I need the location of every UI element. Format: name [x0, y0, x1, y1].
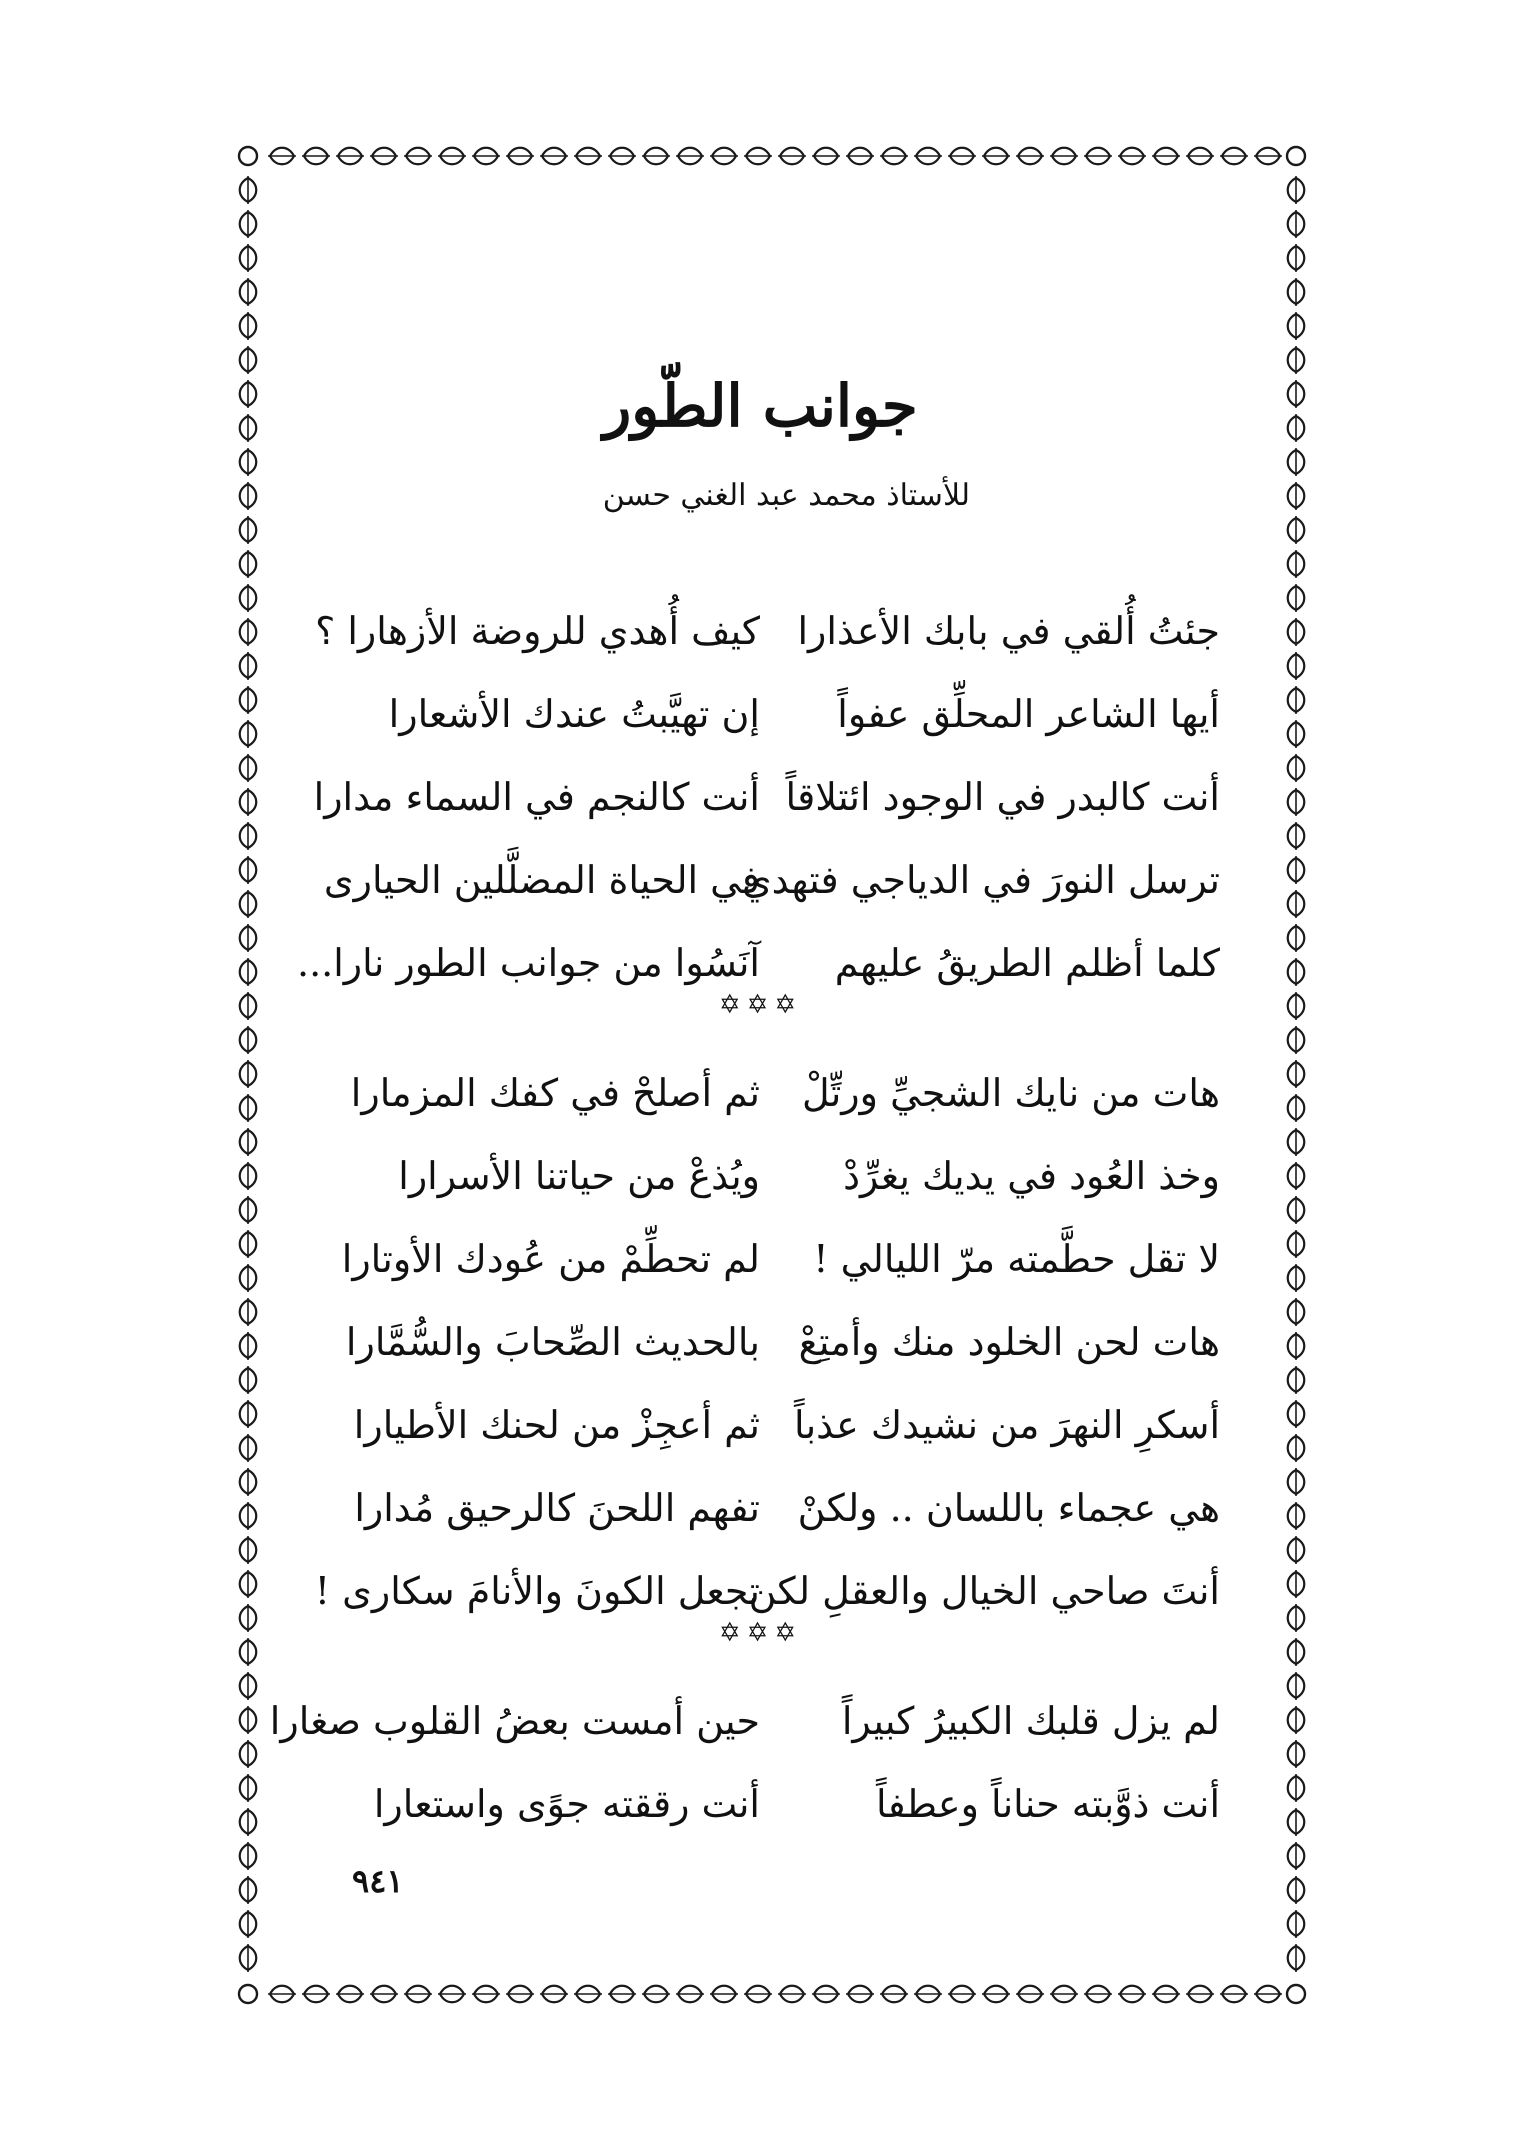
border-leaf-ornament — [268, 1986, 296, 2003]
verse-second-hemistich: بالحديث الصِّحابَ والسُّمَّارا — [345, 1320, 760, 1364]
border-leaf-ornament — [1288, 1332, 1305, 1360]
border-leaf-ornament — [1288, 1570, 1305, 1598]
verse-first-hemistich: هي عجماء باللسان .. ولكنْ — [797, 1486, 1220, 1530]
border-leaf-ornament — [240, 1332, 257, 1360]
border-leaf-ornament — [240, 1128, 257, 1156]
border-corner-ornament — [239, 1985, 257, 2003]
border-leaf-ornament — [1288, 584, 1305, 612]
page-number: ٩٤١ — [352, 1862, 404, 1900]
border-leaf-ornament — [1288, 244, 1305, 272]
border-leaf-ornament — [240, 1740, 257, 1768]
verse — [340, 673, 1220, 756]
verse-second-hemistich: تجعل الكونَ والأنامَ سكارى ! — [314, 1569, 760, 1613]
border-leaf-ornament — [240, 448, 257, 476]
border-leaf-ornament — [240, 822, 257, 850]
verse-first-hemistich: وخذ العُود في يديك يغرِّدْ — [843, 1154, 1220, 1198]
verse — [313, 756, 1220, 839]
verse-second-hemistich: حين أمست بعضُ القلوب صغارا — [269, 1699, 760, 1743]
border-leaf-ornament — [1288, 1910, 1305, 1938]
border-leaf-ornament — [1254, 1986, 1282, 2003]
verse-second-hemistich: إن تهيَّبتُ عندك الأشعارا — [388, 692, 760, 736]
border-leaf-ornament — [1288, 1706, 1305, 1734]
border-leaf-ornament — [240, 958, 257, 986]
border-leaf-ornament — [1288, 482, 1305, 510]
verse-first-hemistich: جئتُ أُلقي في بابك الأعذارا — [797, 609, 1220, 653]
verse-second-hemistich: أنت رققته جوًى واستعارا — [373, 1782, 760, 1826]
border-leaf-ornament — [1288, 618, 1305, 646]
border-leaf-ornament — [240, 346, 257, 374]
verse-first-hemistich: أنت ذوَّبته حناناً وعطفاً — [875, 1782, 1220, 1826]
border-leaf-ornament — [710, 148, 738, 165]
border-leaf-ornament — [240, 1672, 257, 1700]
border-leaf-ornament — [1288, 516, 1305, 544]
border-leaf-ornament — [540, 148, 568, 165]
border-leaf-ornament — [1050, 148, 1078, 165]
border-leaf-ornament — [1288, 1026, 1305, 1054]
border-leaf-ornament — [240, 312, 257, 340]
border-leaf-ornament — [1084, 148, 1112, 165]
border-leaf-ornament — [506, 148, 534, 165]
verse — [340, 1763, 1220, 1846]
border-leaf-ornament — [438, 148, 466, 165]
verse — [340, 1218, 1220, 1301]
border-leaf-ornament — [676, 148, 704, 165]
verse-first-hemistich: لم يزل قلبك الكبيرُ كبيراً — [841, 1699, 1220, 1743]
border-leaf-ornament — [608, 1986, 636, 2003]
border-leaf-ornament — [240, 686, 257, 714]
border-leaf-ornament — [1288, 1196, 1305, 1224]
border-leaf-ornament — [642, 148, 670, 165]
border-leaf-ornament — [240, 1230, 257, 1258]
border-leaf-ornament — [608, 148, 636, 165]
verse-second-hemistich: كيف أُهدي للروضة الأزهارا ؟ — [315, 609, 760, 653]
border-leaf-ornament — [1288, 312, 1305, 340]
border-leaf-ornament — [1288, 1876, 1305, 1904]
border-leaf-ornament — [914, 1986, 942, 2003]
border-leaf-ornament — [1288, 1128, 1305, 1156]
border-leaf-ornament — [1288, 1740, 1305, 1768]
border-leaf-ornament — [1288, 1094, 1305, 1122]
border-leaf-ornament — [1288, 550, 1305, 578]
border-leaf-ornament — [240, 856, 257, 884]
border-leaf-ornament — [1220, 148, 1248, 165]
border-leaf-ornament — [302, 148, 330, 165]
border-leaf-ornament — [1288, 1774, 1305, 1802]
border-leaf-ornament — [240, 1094, 257, 1122]
border-leaf-ornament — [240, 1400, 257, 1428]
border-leaf-ornament — [240, 1808, 257, 1836]
border-leaf-ornament — [240, 482, 257, 510]
border-leaf-ornament — [1288, 1060, 1305, 1088]
verse-second-hemistich: آنَسُوا من جوانب الطور نارا... — [297, 941, 760, 985]
border-leaf-ornament — [336, 1986, 364, 2003]
border-leaf-ornament — [1288, 1434, 1305, 1462]
border-leaf-ornament — [240, 550, 257, 578]
border-leaf-ornament — [1288, 686, 1305, 714]
border-leaf-ornament — [404, 148, 432, 165]
verse — [340, 1052, 1220, 1135]
border-leaf-ornament — [240, 1468, 257, 1496]
border-corner-ornament — [1287, 1985, 1305, 2003]
border-leaf-ornament — [240, 176, 257, 204]
stanza-1 — [297, 590, 1220, 1005]
border-leaf-ornament — [1288, 1842, 1305, 1870]
verse-second-hemistich: ويُذعْ من حياتنا الأسرارا — [398, 1154, 760, 1198]
border-leaf-ornament — [1288, 1366, 1305, 1394]
border-leaf-ornament — [1288, 210, 1305, 238]
border-leaf-ornament — [240, 210, 257, 238]
border-leaf-ornament — [240, 1774, 257, 1802]
border-leaf-ornament — [240, 584, 257, 612]
stanza-separator-stars: ✡✡✡ — [718, 1618, 803, 1648]
border-corner-ornament — [239, 147, 257, 165]
stanza-separator-stars: ✡✡✡ — [718, 990, 803, 1020]
border-leaf-ornament — [240, 1264, 257, 1292]
border-leaf-ornament — [240, 1196, 257, 1224]
border-leaf-ornament — [846, 1986, 874, 2003]
poem-author: للأستاذ محمد عبد الغني حسن — [602, 478, 970, 513]
border-leaf-ornament — [240, 1842, 257, 1870]
border-leaf-ornament — [1288, 278, 1305, 306]
border-leaf-ornament — [1118, 148, 1146, 165]
border-leaf-ornament — [438, 1986, 466, 2003]
border-leaf-ornament — [710, 1986, 738, 2003]
border-leaf-ornament — [1288, 448, 1305, 476]
border-leaf-ornament — [370, 148, 398, 165]
stanza-3 — [269, 1680, 1220, 1846]
border-leaf-ornament — [778, 1986, 806, 2003]
border-leaf-ornament — [240, 278, 257, 306]
verse-second-hemistich: لم تحطِّمْ من عُودك الأوتارا — [341, 1237, 760, 1281]
border-leaf-ornament — [1288, 958, 1305, 986]
border-leaf-ornament — [642, 1986, 670, 2003]
border-leaf-ornament — [880, 148, 908, 165]
poem-title: جوانب الطّور — [603, 372, 918, 440]
border-leaf-ornament — [240, 1026, 257, 1054]
border-leaf-ornament — [1288, 1298, 1305, 1326]
border-leaf-ornament — [982, 1986, 1010, 2003]
verse — [323, 839, 1220, 922]
border-leaf-ornament — [1288, 1400, 1305, 1428]
border-leaf-ornament — [1288, 176, 1305, 204]
border-leaf-ornament — [240, 1910, 257, 1938]
border-leaf-ornament — [240, 1570, 257, 1598]
border-leaf-ornament — [404, 1986, 432, 2003]
border-leaf-ornament — [472, 148, 500, 165]
border-leaf-ornament — [1288, 1944, 1305, 1972]
border-leaf-ornament — [1288, 856, 1305, 884]
verse — [269, 1680, 1220, 1763]
border-leaf-ornament — [240, 788, 257, 816]
border-leaf-ornament — [240, 890, 257, 918]
verse-second-hemistich: تفهم اللحنَ كالرحيق مُدارا — [354, 1486, 760, 1530]
border-leaf-ornament — [1288, 652, 1305, 680]
border-leaf-ornament — [1288, 1672, 1305, 1700]
verse-first-hemistich: ترسل النورَ في الدياجي فتهدي — [741, 858, 1220, 902]
verse-first-hemistich: أنت كالبدر في الوجود ائتلاقاً — [785, 775, 1220, 819]
border-leaf-ornament — [1288, 788, 1305, 816]
verse-second-hemistich: أنت كالنجم في السماء مدارا — [313, 775, 760, 819]
verse-first-hemistich: أسكرِ النهرَ من نشيدك عذباً — [793, 1403, 1220, 1447]
border-leaf-ornament — [1050, 1986, 1078, 2003]
border-leaf-ornament — [812, 1986, 840, 2003]
border-leaf-ornament — [1220, 1986, 1248, 2003]
verse — [340, 1384, 1220, 1467]
border-leaf-ornament — [574, 148, 602, 165]
border-leaf-ornament — [1288, 346, 1305, 374]
border-leaf-ornament — [1288, 1264, 1305, 1292]
border-leaf-ornament — [676, 1986, 704, 2003]
border-leaf-ornament — [1288, 890, 1305, 918]
border-leaf-ornament — [1288, 1502, 1305, 1530]
border-leaf-ornament — [240, 516, 257, 544]
verse-second-hemistich: في الحياة المضلَّلين الحيارى — [323, 858, 760, 902]
verse-first-hemistich: هات من نايك الشجيِّ ورتِّلْ — [801, 1071, 1220, 1115]
border-leaf-ornament — [1288, 1162, 1305, 1190]
border-leaf-ornament — [948, 148, 976, 165]
border-leaf-ornament — [472, 1986, 500, 2003]
border-leaf-ornament — [1118, 1986, 1146, 2003]
border-leaf-ornament — [812, 148, 840, 165]
border-leaf-ornament — [240, 1944, 257, 1972]
verse — [315, 590, 1220, 673]
border-leaf-ornament — [240, 1536, 257, 1564]
border-leaf-ornament — [1288, 1808, 1305, 1836]
border-leaf-ornament — [880, 1986, 908, 2003]
verse-second-hemistich: ثم أعجِزْ من لحنك الأطيارا — [353, 1403, 760, 1447]
border-leaf-ornament — [1288, 1536, 1305, 1564]
border-leaf-ornament — [1186, 148, 1214, 165]
border-leaf-ornament — [268, 148, 296, 165]
verse — [340, 1301, 1220, 1384]
border-leaf-ornament — [336, 148, 364, 165]
verse — [340, 1467, 1220, 1550]
border-leaf-ornament — [240, 1706, 257, 1734]
border-leaf-ornament — [1288, 754, 1305, 782]
verse-first-hemistich: هات لحن الخلود منك وأمتِعْ — [798, 1320, 1220, 1364]
verse-first-hemistich: كلما أظلم الطريقُ عليهم — [834, 941, 1220, 985]
border-leaf-ornament — [948, 1986, 976, 2003]
border-leaf-ornament — [240, 720, 257, 748]
border-leaf-ornament — [540, 1986, 568, 2003]
border-leaf-ornament — [778, 148, 806, 165]
border-leaf-ornament — [240, 1502, 257, 1530]
border-leaf-ornament — [302, 1986, 330, 2003]
border-leaf-ornament — [240, 618, 257, 646]
verse — [340, 1135, 1220, 1218]
border-leaf-ornament — [240, 1434, 257, 1462]
border-leaf-ornament — [240, 754, 257, 782]
border-leaf-ornament — [1288, 1468, 1305, 1496]
border-leaf-ornament — [1288, 924, 1305, 952]
border-leaf-ornament — [240, 244, 257, 272]
border-leaf-ornament — [744, 1986, 772, 2003]
border-leaf-ornament — [982, 148, 1010, 165]
border-leaf-ornament — [240, 652, 257, 680]
border-leaf-ornament — [1016, 1986, 1044, 2003]
border-leaf-ornament — [1016, 148, 1044, 165]
border-leaf-ornament — [506, 1986, 534, 2003]
border-leaf-ornament — [1254, 148, 1282, 165]
border-leaf-ornament — [574, 1986, 602, 2003]
border-leaf-ornament — [240, 1298, 257, 1326]
stanza-2 — [314, 1052, 1220, 1633]
border-leaf-ornament — [240, 1876, 257, 1904]
border-leaf-ornament — [240, 1162, 257, 1190]
border-leaf-ornament — [240, 1366, 257, 1394]
border-leaf-ornament — [744, 148, 772, 165]
border-leaf-ornament — [1084, 1986, 1112, 2003]
border-corner-ornament — [1287, 147, 1305, 165]
border-leaf-ornament — [846, 148, 874, 165]
border-leaf-ornament — [1288, 1230, 1305, 1258]
border-leaf-ornament — [240, 1060, 257, 1088]
verse-first-hemistich: أيها الشاعر المحلِّق عفواً — [837, 692, 1220, 736]
border-leaf-ornament — [1152, 1986, 1180, 2003]
border-leaf-ornament — [1186, 1986, 1214, 2003]
border-leaf-ornament — [1288, 720, 1305, 748]
verse-first-hemistich: لا تقل حطَّمته مرّ الليالي ! — [813, 1237, 1220, 1281]
verse-second-hemistich: ثم أصلحْ في كفك المزمارا — [350, 1071, 760, 1115]
border-leaf-ornament — [1152, 148, 1180, 165]
border-leaf-ornament — [370, 1986, 398, 2003]
border-leaf-ornament — [1288, 822, 1305, 850]
border-leaf-ornament — [240, 924, 257, 952]
border-leaf-ornament — [914, 148, 942, 165]
verse-first-hemistich: أنتَ صاحي الخيال والعقلِ لكن — [748, 1569, 1220, 1613]
